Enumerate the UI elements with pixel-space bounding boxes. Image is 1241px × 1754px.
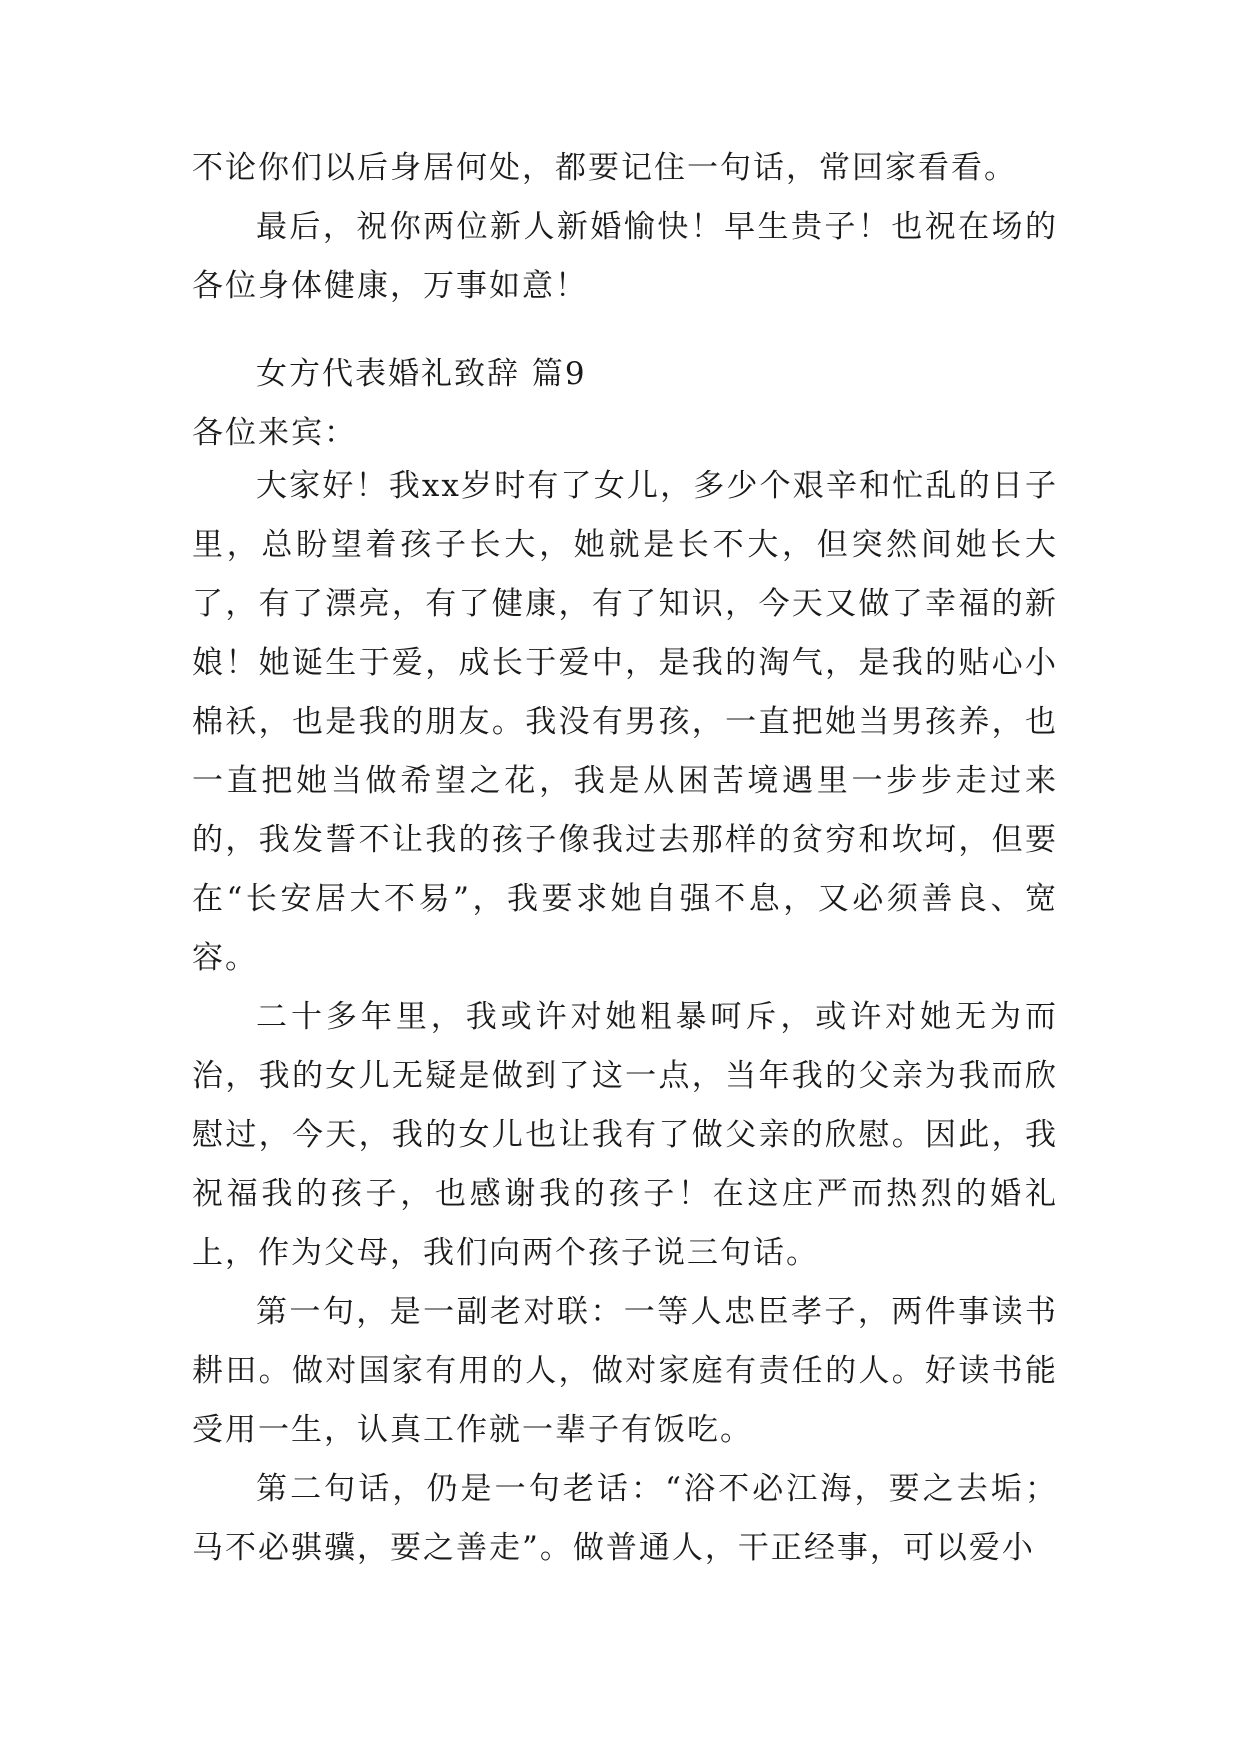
section-heading: 女方代表婚礼致辞 篇9 <box>256 356 587 392</box>
section-header-block <box>192 345 1058 463</box>
top-text-block <box>192 139 1058 316</box>
paragraph-continuation: 不论你们以后身居何处，都要记住一句话，常回家看看。 <box>192 150 1017 186</box>
paragraph-closing-wishes: 最后，祝你两位新人新婚愉快！早生贵子！也祝在场的各位身体健康，万事如意！ <box>192 209 1058 304</box>
body-paragraph-3: 第一句，是一副老对联：一等人忠臣孝子，两件事读书耕田。做对国家有用的人，做对家庭有责任的人。好读书能受用一生，认真工作就一辈子有饭吃。 <box>192 1294 1058 1448</box>
body-paragraph-4: 第二句话，仍是一句老话：“浴不必江海，要之去垢；马不必骐骥，要之善走”。做普通人，干正经事，可以爱小 <box>192 1471 1058 1566</box>
body-paragraph-2: 二十多年里，我或许对她粗暴呵斥，或许对她无为而治，我的女儿无疑是做到了这一点，当年我的父亲为我而欣慰过，今天，我的女儿也让我有了做父亲的欣慰。因此，我祝福我的孩子，也感谢我的孩子！在这庄严而热烈的婚礼上，作为父母，我们向两个孩子说三句话。 <box>192 999 1058 1271</box>
salutation: 各位来宾： <box>192 415 357 451</box>
body-text-block <box>192 457 1058 1578</box>
body-paragraph-1: 大家好！我xx岁时有了女儿，多少个艰辛和忙乱的日子里，总盼望着孩子长大，她就是长不大，但突然间她长大了，有了漂亮，有了健康，有了知识，今天又做了幸福的新娘！她诞生于爱，成长于爱中，是我的淘气，是我的贴心小棉袄，也是我的朋友。我没有男孩，一直把她当男孩养，也一直把她当做希望之花，我是从困苦境遇里一步步走过来的，我发誓不让我的孩子像我过去那样的贫穷和坎坷，但要在“长安居大不易”，我要求她自强不息，又必须善良、宽容。 <box>192 468 1058 976</box>
